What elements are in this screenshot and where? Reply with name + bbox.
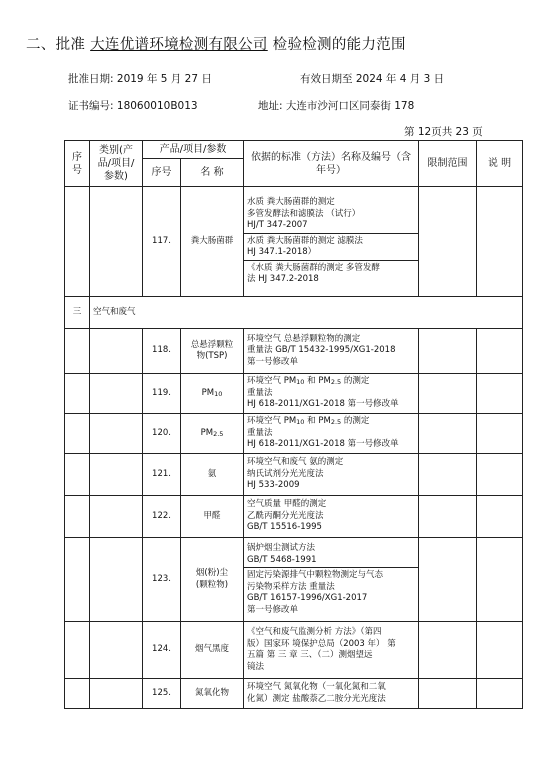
page-title [26, 33, 406, 54]
approval-date-line [68, 71, 212, 86]
approval-label: 批准日期: [68, 73, 114, 85]
standard-entry: 锅炉烟尘测试方法 GB/T 5468-1991 [247, 543, 317, 565]
standard-cell: 环境空气 总悬浮颗粒物的测定 重量法 GB/T 15432-1995/XG1-2018 第一号修改单 [244, 329, 419, 374]
item-name: 氨 [181, 454, 244, 496]
item-name: 烟气黑度 [181, 622, 244, 679]
standard-entry: 水质 粪大肠菌群的测定 滤膜法 HJ 347.1-2018） [244, 233, 418, 260]
cert-label: 证书编号: [68, 100, 114, 112]
table-row [65, 329, 523, 374]
row-number: 121. [143, 454, 181, 496]
item-name: $PM_{2.5}$ [181, 414, 244, 454]
table-row [65, 454, 523, 496]
standard-cell: 环境空气 $PM_{10}$ 和 $PM_{2.5}$ 的测定 重量法 HJ 618-2011/XG1-2018 第一号修改单 [244, 374, 419, 414]
header-limit: 限制范围 [419, 141, 477, 187]
standard-cell [244, 187, 419, 297]
row-number: 125. [143, 679, 181, 709]
address: 大连市沙河口区同泰街 178 [285, 100, 415, 112]
address-label: 地址: [258, 100, 283, 112]
row-number: 118. [143, 329, 181, 374]
item-name: 甲醛 [181, 496, 244, 538]
item-name: 烟(粉)尘 (颗粒物) [181, 538, 244, 622]
standard-entry: 《水质 粪大肠菌群的测定 多管发酵 法 HJ 347.2-2018 [244, 260, 418, 287]
table-header-row [65, 141, 523, 159]
item-name: 粪大肠菌群 [181, 187, 244, 297]
title-prefix: 二、批准 [26, 37, 86, 53]
table-row [65, 187, 523, 297]
standard-cell: 环境空气和废气 氨的测定 纳氏试剂分光光度法 HJ 533-2009 [244, 454, 419, 496]
header-name: 名 称 [181, 159, 244, 187]
valid-label: 有效日期至 [300, 73, 353, 85]
title-org: 大连优谱环境检测有限公司 [90, 37, 268, 53]
row-number: 120. [143, 414, 181, 454]
section-number: 三 [65, 297, 90, 329]
standard-cell [244, 538, 419, 622]
header-product-group: 产品/项目/参数 [143, 141, 244, 159]
section-row [65, 297, 523, 329]
item-name: 氮氧化物 [181, 679, 244, 709]
standard-cell: 空气质量 甲醛的测定 乙酰丙酮分光光度法 GB/T 15516-1995 [244, 496, 419, 538]
valid-date: 2024 年 4 月 3 日 [355, 73, 445, 85]
row-number: 123. [143, 538, 181, 622]
cert-number-line [68, 98, 198, 113]
item-name: $PM_{10}$ [181, 374, 244, 414]
table-row [65, 414, 523, 454]
title-suffix: 检验检测的能力范围 [272, 37, 406, 53]
standard-entry: 固定污染源排气中颗粒物测定与气态 污染物采样方法 重量法 GB/T 16157-1996/XG1-2017 第一号修改单 [244, 567, 418, 617]
section-name: 空气和废气 [90, 297, 523, 329]
table-row [65, 496, 523, 538]
table-row [65, 538, 523, 622]
row-number: 117. [143, 187, 181, 297]
cert-number: 18060010B013 [116, 100, 198, 112]
header-seq: 序号 [65, 141, 90, 187]
item-name: 总悬浮颗粒 物(TSP) [181, 329, 244, 374]
standard-cell: 环境空气 $PM_{10}$ 和 $PM_{2.5}$ 的测定 重量法 HJ 618-2011/XG1-2018 第一号修改单 [244, 414, 419, 454]
page-number: 第 12页共 23 页 [404, 126, 483, 138]
row-number: 119. [143, 374, 181, 414]
standard-cell: 《空气和废气监测分析 方法》（第四 版）国家环 境保护总局（2003 年） 第 五篇 第 三 章 三、（二）测烟望远 镜法 [244, 622, 419, 679]
standard-cell: 环境空气 氮氧化物（一氧化氮和二氧 化氮）测定 盐酸萘乙二胺分光光度法 [244, 679, 419, 709]
standard-entry: 水质 粪大肠菌群的测定 多管发酵法和滤膜法 （试行） HJ/T 347-2007 [247, 197, 361, 231]
header-sub-seq: 序号 [143, 159, 181, 187]
approval-date: 2019 年 5 月 27 日 [116, 73, 212, 85]
header-standard: 依据的标准（方法）名称及编号（含年号） [244, 141, 419, 187]
valid-date-line [300, 71, 444, 86]
capability-table [64, 140, 523, 709]
header-category: 类别(产品/项目/参数) [90, 141, 143, 187]
address-line [258, 98, 414, 113]
table-row [65, 622, 523, 679]
row-number: 122. [143, 496, 181, 538]
table-row [65, 679, 523, 709]
table-row [65, 374, 523, 414]
row-number: 124. [143, 622, 181, 679]
header-remark: 说 明 [477, 141, 523, 187]
